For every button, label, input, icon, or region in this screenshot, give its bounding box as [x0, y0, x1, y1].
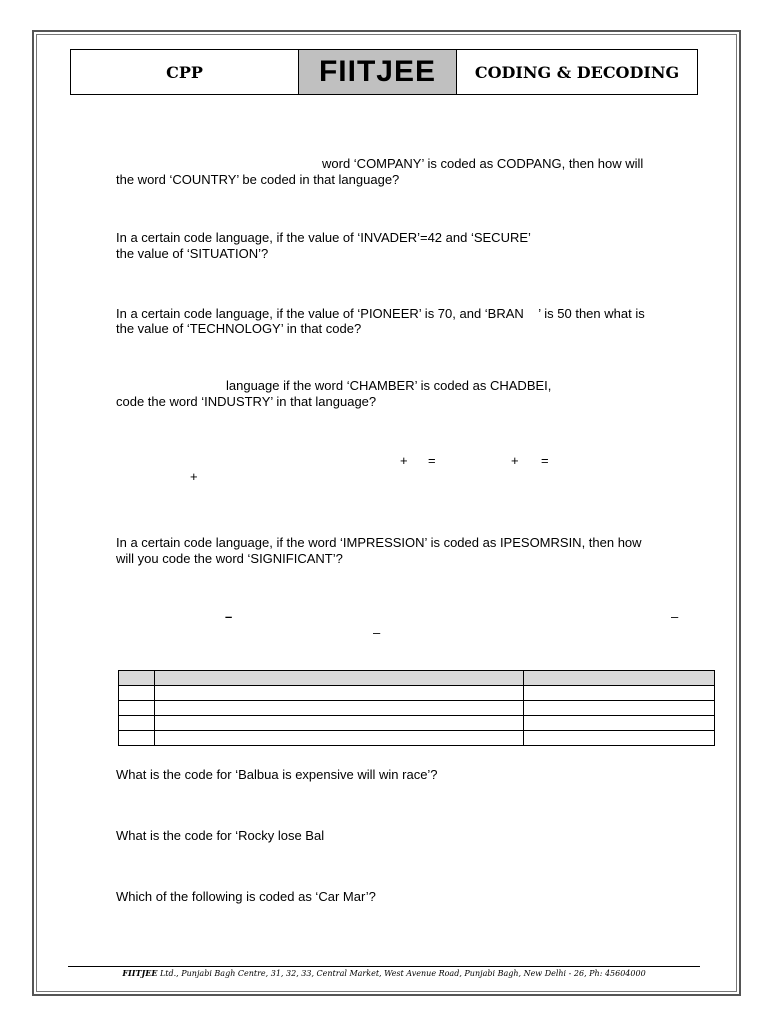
table-cell — [524, 716, 715, 731]
question-1-line-1: word ‘COMPANY’ is coded as CODPANG, then how will — [322, 156, 644, 171]
question-5-symbol: + — [511, 453, 519, 468]
footer-divider — [68, 966, 700, 967]
question-4-line-2: code the word ‘INDUSTRY’ in that language? — [116, 394, 377, 409]
footer-address: Ltd., Punjabi Bagh Centre, 31, 32, 33, Central Market, West Avenue Road, Punjabi Bagh, New Delhi - 26, Ph: 45604000 — [157, 969, 646, 978]
code-table — [118, 670, 715, 746]
question-6-line-1: In a certain code language, if the word ‘IMPRESSION’ is coded as IPESOMRSIN, then how — [116, 535, 642, 550]
table-row — [119, 686, 715, 701]
header-topic: CODING & DECODING — [474, 62, 680, 82]
table-cell — [155, 701, 524, 716]
header-logo: FIITJEE — [299, 50, 457, 94]
table-cell — [155, 731, 524, 746]
table-header-row — [119, 671, 715, 686]
question-3-line-2: the value of ‘TECHNOLOGY’ in that code? — [116, 321, 362, 336]
question-3-line-1: In a certain code language, if the value of ‘PIONEER’ is 70, and ‘BRAN ’ is 50 then what is — [116, 306, 645, 321]
question-7-symbol: – — [225, 609, 233, 624]
question-5-symbol: = — [541, 453, 549, 468]
header-cpp: CPP — [71, 50, 299, 94]
table-row — [119, 731, 715, 746]
question-7-symbol: – — [373, 625, 381, 640]
table-cell — [524, 671, 715, 686]
table-cell — [119, 716, 155, 731]
question-5-symbol: + — [400, 453, 408, 468]
page-header — [70, 49, 698, 95]
table-cell — [119, 686, 155, 701]
question-7-symbol: – — [671, 609, 679, 624]
table-cell — [119, 701, 155, 716]
table-cell — [524, 731, 715, 746]
table-row — [119, 716, 715, 731]
table-cell — [524, 701, 715, 716]
table-cell — [155, 716, 524, 731]
table-cell — [119, 671, 155, 686]
question-2-line-2: the value of ‘SITUATION’? — [116, 246, 269, 261]
question-4-line-1: language if the word ‘CHAMBER’ is coded as CHADBEI, — [226, 378, 552, 393]
table-row — [119, 701, 715, 716]
question-10: Which of the following is coded as ‘Car Mar’? — [116, 889, 376, 904]
question-5-symbol: = — [428, 453, 436, 468]
question-1-line-2: the word ‘COUNTRY’ be coded in that language? — [116, 172, 400, 187]
table-cell — [524, 686, 715, 701]
footer-brand: FIITJEE — [122, 968, 158, 978]
question-9: What is the code for ‘Rocky lose Bal — [116, 828, 325, 843]
page-footer — [0, 968, 768, 978]
table-cell — [155, 686, 524, 701]
question-2-line-1: In a certain code language, if the value of ‘INVADER’=42 and ‘SECURE’ — [116, 230, 531, 245]
question-6-line-2: will you code the word ‘SIGNIFICANT’? — [116, 551, 343, 566]
question-8: What is the code for ‘Balbua is expensive will win race’? — [116, 767, 438, 782]
question-5-symbol: + — [190, 469, 198, 484]
table-cell — [119, 731, 155, 746]
table-cell — [155, 671, 524, 686]
